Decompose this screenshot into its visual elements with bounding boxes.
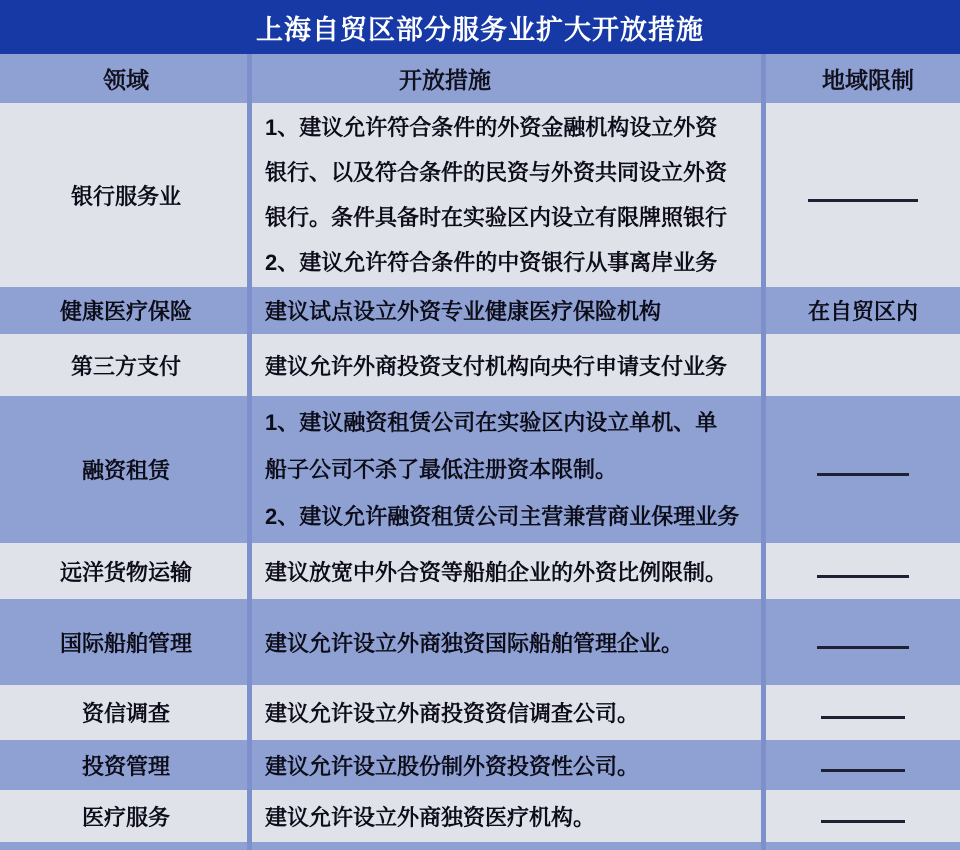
measures-text: 建议允许设立股份制外资投资性公司。	[265, 753, 640, 779]
field-label: 健康医疗保险	[59, 299, 192, 324]
restriction-cell	[766, 396, 960, 543]
measures-text: 建议试点设立外资专业健康医疗保险机构	[265, 299, 662, 324]
field-cell	[0, 790, 252, 842]
table-title-bar	[0, 0, 960, 54]
header-cell-measures	[252, 54, 766, 103]
measure-line: 2、建议允许符合条件的中资银行从事离岸业务	[265, 250, 718, 275]
header-cell-restriction	[766, 54, 960, 103]
no-restriction-dash	[821, 769, 905, 772]
measures-cell	[252, 740, 766, 790]
field-cell	[0, 543, 252, 599]
measures-cell	[252, 103, 766, 287]
field-label: 医疗服务	[81, 804, 170, 830]
measures-text: 建议允许设立外商独资国际船舶管理企业。	[265, 630, 684, 656]
restriction-cell	[766, 543, 960, 599]
measure-line: 银行、以及符合条件的民资与外资共同设立外资	[265, 160, 728, 185]
restriction-cell-empty	[766, 334, 960, 396]
measure-line: 船子公司不杀了最低注册资本限制。	[265, 457, 618, 482]
measures-text: 建议允许设立外商独资医疗机构。	[265, 804, 596, 830]
restriction-cell	[766, 103, 960, 287]
table-row-medical-services	[0, 790, 960, 842]
measure-line: 2、建议允许融资租赁公司主营兼营商业保理业务	[265, 504, 740, 529]
field-cell	[0, 685, 252, 740]
measures-cell	[252, 543, 766, 599]
table-bottom-strip	[0, 842, 960, 850]
measures-cell	[252, 396, 766, 543]
field-label: 银行服务业	[70, 183, 181, 209]
measures-cell	[252, 790, 766, 842]
field-cell	[0, 103, 252, 287]
field-label: 资信调查	[81, 701, 170, 726]
field-cell	[0, 599, 252, 685]
no-restriction-dash	[817, 646, 909, 649]
measures-cell	[252, 287, 766, 334]
measures-text	[265, 399, 739, 540]
header-field-label: 领域	[103, 67, 149, 93]
measures-cell	[252, 685, 766, 740]
measures-cell	[252, 334, 766, 396]
measures-cell	[252, 599, 766, 685]
restriction-cell	[766, 287, 960, 334]
page-title: 上海自贸区部分服务业扩大开放措施	[256, 14, 704, 45]
no-restriction-dash	[821, 820, 905, 823]
measures-text: 建议允许设立外商投资资信调查公司。	[265, 701, 640, 726]
measure-line: 1、建议融资租赁公司在实验区内设立单机、单	[265, 410, 718, 435]
measures-text: 建议允许外商投资支付机构向央行申请支付业务	[265, 353, 728, 379]
field-cell	[0, 740, 252, 790]
field-label: 投资管理	[81, 753, 170, 779]
field-cell	[0, 287, 252, 334]
table-row-banking	[0, 103, 960, 287]
restriction-cell	[766, 740, 960, 790]
field-label: 国际船舶管理	[59, 630, 192, 656]
header-restriction-label: 地域限制	[822, 67, 914, 93]
no-restriction-dash	[817, 473, 909, 476]
table-row-credit-investigation	[0, 685, 960, 740]
table-row-third-party-payment	[0, 334, 960, 396]
field-label: 融资租赁	[81, 458, 170, 483]
table-row-financial-leasing	[0, 396, 960, 543]
field-label: 第三方支付	[70, 353, 181, 379]
no-restriction-dash	[821, 716, 905, 719]
restriction-cell	[766, 685, 960, 740]
table-row-ocean-cargo	[0, 543, 960, 599]
header-measures-label: 开放措施	[399, 67, 491, 93]
measure-line: 银行。条件具备时在实验区内设立有限牌照银行	[265, 205, 728, 230]
field-cell	[0, 396, 252, 543]
measures-text	[265, 105, 727, 285]
measures-text: 建议放宽中外合资等船舶企业的外资比例限制。	[265, 559, 728, 585]
field-cell	[0, 334, 252, 396]
restriction-cell	[766, 790, 960, 842]
no-restriction-dash	[808, 199, 918, 202]
restriction-text: 在自贸区内	[807, 299, 918, 324]
restriction-cell	[766, 599, 960, 685]
open-measures-table	[0, 54, 960, 850]
header-cell-field	[0, 54, 252, 103]
table-row-ship-management	[0, 599, 960, 685]
table-row-health-insurance	[0, 287, 960, 334]
field-label: 远洋货物运输	[59, 559, 192, 585]
column-divider-2	[761, 54, 766, 850]
no-restriction-dash	[817, 575, 909, 578]
column-divider-1	[247, 54, 252, 850]
measure-line: 1、建议允许符合条件的外资金融机构设立外资	[265, 115, 718, 140]
table-header-row	[0, 54, 960, 103]
table-row-investment-management	[0, 740, 960, 790]
